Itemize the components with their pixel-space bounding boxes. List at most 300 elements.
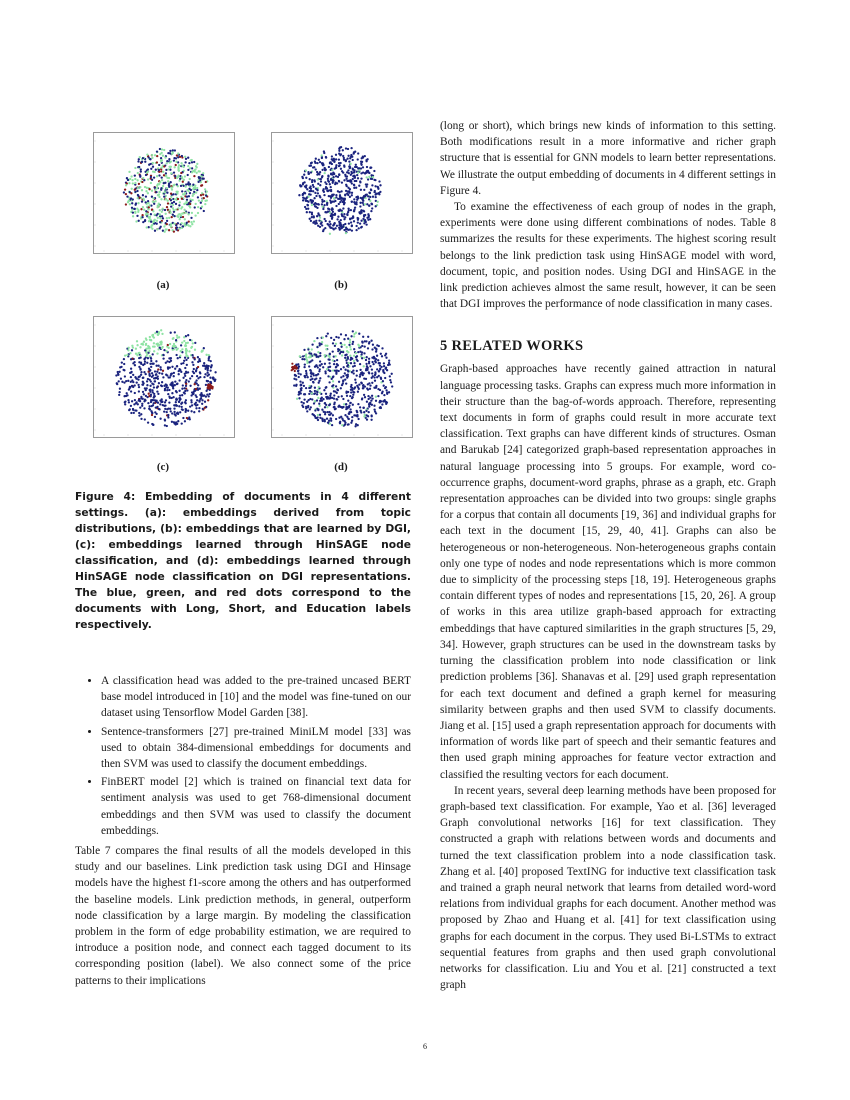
scatter-point [169,169,171,171]
scatter-point [141,216,143,218]
scatter-point [210,386,212,388]
scatter-point [141,200,143,202]
scatter-point [185,345,187,347]
scatter-point [326,202,328,204]
scatter-point [324,406,326,408]
scatter-point [312,166,314,168]
scatter-point [293,384,295,386]
scatter-point [353,175,355,177]
scatter-point [169,212,171,214]
scatter-point [329,221,331,223]
scatter-point [324,169,326,171]
scatter-point [197,361,199,363]
scatter-point [365,378,367,380]
scatter-point [365,340,367,342]
scatter-point [141,181,143,183]
scatter-point [376,368,378,370]
scatter-point [363,415,365,417]
scatter-point [173,407,175,409]
scatter-point [153,342,155,344]
scatter-point [170,225,172,227]
scatter-point [384,399,386,401]
scatter-point [132,198,134,200]
scatter-point [189,225,191,227]
scatter-point [138,412,140,414]
scatter-point [202,408,204,410]
scatter-point [176,383,178,385]
scatter-point [368,341,370,343]
scatter-point [333,363,335,365]
scatter-point [315,158,317,160]
scatter-point [155,413,157,415]
scatter-point [355,225,357,227]
scatter-point [161,333,163,335]
scatter-point [381,355,383,357]
scatter-point [320,178,322,180]
scatter-point [174,331,176,333]
scatter-point [347,400,349,402]
scatter-point [154,200,156,202]
scatter-point [172,384,174,386]
scatter-point [140,170,142,172]
scatter-point [383,362,385,364]
scatter-point [198,410,200,412]
scatter-point [353,187,355,189]
scatter-point [132,408,134,410]
scatter-point [132,215,134,217]
scatter-point [381,392,383,394]
scatter-point [194,403,196,405]
scatter-point [176,215,178,217]
scatter-point [352,404,354,406]
scatter-point [196,187,198,189]
scatter-point [166,360,168,362]
scatter-point [367,398,369,400]
scatter-point [147,168,149,170]
scatter-point [126,177,128,179]
scatter-point [382,369,384,371]
scatter-point [185,402,187,404]
scatter-point [188,162,190,164]
scatter-point [318,370,320,372]
scatter-point [214,371,216,373]
scatter-point [145,348,147,350]
scatter-point [201,206,203,208]
scatter-point [311,204,313,206]
scatter-point [321,169,323,171]
scatter-point [340,168,342,170]
scatter-point [351,343,353,345]
scatter-point [189,200,191,202]
scatter-point [353,210,355,212]
scatter-point [135,220,137,222]
scatter-point [156,187,158,189]
scatter-point [196,399,198,401]
scatter-point [136,354,138,356]
scatter-point [148,408,150,410]
scatter-point [156,331,158,333]
scatter-point [177,169,179,171]
scatter-point [369,192,371,194]
scatter-point [319,368,321,370]
scatter-point [180,350,182,352]
scatter-point [179,201,181,203]
scatter-point [384,387,386,389]
scatter-point [356,360,358,362]
scatter-point [173,171,175,173]
scatter-point [382,380,384,382]
scatter-point [193,175,195,177]
scatter-point [184,192,186,194]
scatter-point [204,401,206,403]
scatter-point [383,385,385,387]
scatter-point [306,211,308,213]
scatter-point [368,371,370,373]
scatter-point [166,425,168,427]
scatter-point [335,205,337,207]
scatter-point [138,183,140,185]
scatter-point [378,375,380,377]
scatter-point [357,351,359,353]
scatter-point [294,367,296,369]
scatter-point [314,417,316,419]
scatter-point [333,193,335,195]
scatter-point [191,167,193,169]
scatter-point [354,151,356,153]
embedding-plot-b [271,132,413,254]
scatter-point [184,156,186,158]
scatter-point [304,393,306,395]
scatter-point [305,177,307,179]
embedding-plot-c [93,316,235,438]
scatter-point [171,392,173,394]
scatter-point [179,398,181,400]
scatter-point [161,215,163,217]
scatter-point [129,178,131,180]
scatter-point [315,168,317,170]
scatter-point [331,169,333,171]
scatter-point [349,341,351,343]
scatter-point [379,407,381,409]
scatter-point [364,172,366,174]
scatter-point [318,173,320,175]
scatter-point [355,381,357,383]
scatter-point [378,192,380,194]
body-paragraph: In recent years, several deep learning methods have been proposed for graph-based text classification. For example, Yao et al. [36] leveraged Graph convolutional networks [16] for text classification. They constructed a graph with relations between words and documents and turned the text classification problem into a node classification task. Zhang et al. [40] proposed TextING for inductive text classification task and trained a graph neural network that learns from detailed word-word relations from individual graphs for each document. Another method was proposed by Zhao and Huang et al. [41] for text classification using graphs for each document in the corpus. They used Bi-LSTMs to extract sequential features from graphs and then used graph convolutional networks for classification. Liu and You et al. [21] constructed a text graph [440,784,776,992]
scatter-point [370,178,372,180]
scatter-point [135,377,137,379]
scatter-point [185,158,187,160]
scatter-point [165,213,167,215]
scatter-point [191,354,193,356]
scatter-point [321,199,323,201]
scatter-point [152,335,154,337]
scatter-point [305,370,307,372]
scatter-point [146,153,148,155]
scatter-point [383,372,385,374]
scatter-point [167,393,169,395]
scatter-point [195,370,197,372]
scatter-point [357,424,359,426]
scatter-point [358,169,360,171]
scatter-point [324,167,326,169]
scatter-point [165,386,167,388]
scatter-point [351,224,353,226]
scatter-point [203,347,205,349]
scatter-point [175,164,177,166]
scatter-point [375,205,377,207]
embedding-plot-d [271,316,413,438]
scatter-point [184,367,186,369]
scatter-point [130,358,132,360]
scatter-point [346,395,348,397]
scatter-point [310,165,312,167]
scatter-point [180,344,182,346]
scatter-point [321,175,323,177]
scatter-point [188,350,190,352]
scatter-point [170,373,172,375]
scatter-point [203,376,205,378]
scatter-point [307,196,309,198]
scatter-point [325,348,327,350]
scatter-point [350,335,352,337]
scatter-point [314,400,316,402]
scatter-point [380,353,382,355]
scatter-point [371,397,373,399]
scatter-point [123,358,125,360]
scatter-point [201,200,203,202]
scatter-point [366,166,368,168]
scatter-point [134,189,136,191]
scatter-point [118,394,120,396]
scatter-point [184,420,186,422]
scatter-point [375,358,377,360]
scatter-point [348,413,350,415]
scatter-point [176,154,178,156]
scatter-point [208,354,210,356]
scatter-point [305,184,307,186]
scatter-point [297,372,299,374]
scatter-point [116,383,118,385]
scatter-point [323,191,325,193]
scatter-point [194,206,196,208]
scatter-point [130,175,132,177]
scatter-point [155,373,157,375]
scatter-point [142,398,144,400]
scatter-point [154,377,156,379]
scatter-point [304,363,306,365]
scatter-point [162,404,164,406]
scatter-point [165,350,167,352]
scatter-point [189,178,191,180]
scatter-point [148,350,150,352]
scatter-point [182,362,184,364]
scatter-point [206,190,208,192]
scatter-point [140,418,142,420]
scatter-point [208,373,210,375]
scatter-point [350,180,352,182]
scatter-point [196,163,198,165]
scatter-point [193,191,195,193]
scatter-point [315,203,317,205]
scatter-point [181,406,183,408]
scatter-point [189,418,191,420]
scatter-point [179,355,181,357]
scatter-point [385,357,387,359]
scatter-point [294,370,296,372]
scatter-point [206,372,208,374]
scatter-point [337,216,339,218]
scatter-point [331,218,333,220]
scatter-point [194,187,196,189]
scatter-point [361,341,363,343]
scatter-point [138,366,140,368]
scatter-point [156,352,158,354]
scatter-point [130,390,132,392]
scatter-point [338,203,340,205]
scatter-point [139,156,141,158]
scatter-point [381,347,383,349]
scatter-point [345,232,347,234]
scatter-point [195,394,197,396]
scatter-point [166,228,168,230]
scatter-point [214,378,216,380]
scatter-point [130,376,132,378]
scatter-point [167,344,169,346]
scatter-point [324,211,326,213]
scatter-point [131,345,133,347]
scatter-point [148,405,150,407]
scatter-point [369,196,371,198]
scatter-point [136,381,138,383]
scatter-point [184,411,186,413]
body-paragraph: To examine the effectiveness of each group of nodes in the graph, experiments were done using different combinations of nodes. Table 8 summarizes the results for these experiments. The highest scoring result belongs to the link prediction task using HinSAGE model with word, document, topic, and position nodes. Using DGI and HinSAGE in the link prediction achieves almost the same result, however, it can be seen that DGI improves the performance of node classification in many cases. [440,201,776,311]
scatter-point [336,398,338,400]
scatter-point [158,382,160,384]
scatter-point [129,203,131,205]
scatter-point [117,371,119,373]
scatter-point [377,188,379,190]
scatter-point [366,387,368,389]
scatter-point [146,380,148,382]
scatter-point [368,204,370,206]
scatter-point [204,203,206,205]
scatter-point [341,406,343,408]
scatter-point [346,192,348,194]
scatter-point [175,422,177,424]
scatter-point [355,203,357,205]
scatter-point [350,147,352,149]
scatter-point [371,372,373,374]
scatter-point [355,229,357,231]
scatter-point [151,372,153,374]
scatter-point [375,361,377,363]
scatter-point [161,401,163,403]
scatter-point [325,404,327,406]
scatter-point [316,215,318,217]
scatter-point [338,370,340,372]
scatter-point [140,371,142,373]
scatter-point [362,210,364,212]
scatter-point [365,221,367,223]
scatter-point [362,197,364,199]
scatter-point [358,333,360,335]
scatter-point [316,393,318,395]
scatter-point [159,209,161,211]
scatter-point [353,372,355,374]
scatter-point [159,153,161,155]
scatter-point [338,336,340,338]
scatter-point [157,368,159,370]
scatter-point [351,416,353,418]
scatter-point [192,342,194,344]
scatter-point [346,362,348,364]
scatter-point [323,218,325,220]
scatter-point [370,340,372,342]
embedding-plot-a [93,132,235,254]
scatter-point [174,175,176,177]
scatter-point [136,190,138,192]
scatter-point [204,407,206,409]
scatter-point [195,379,197,381]
scatter-point [347,406,349,408]
scatter-point [145,355,147,357]
scatter-point [182,216,184,218]
scatter-point [142,194,144,196]
scatter-point [358,227,360,229]
scatter-point [327,375,329,377]
scatter-point [197,181,199,183]
scatter-point [132,211,134,213]
scatter-point [322,164,324,166]
scatter-point [326,411,328,413]
scatter-point [152,210,154,212]
scatter-point [124,375,126,377]
scatter-point [156,206,158,208]
scatter-point [317,389,319,391]
scatter-point [300,384,302,386]
scatter-point [137,160,139,162]
scatter-point [178,379,180,381]
scatter-point [345,160,347,162]
scatter-point [360,161,362,163]
scatter-point [310,352,312,354]
scatter-point [166,411,168,413]
scatter-point [338,381,340,383]
scatter-point [351,156,353,158]
scatter-point [182,409,184,411]
scatter-point [309,211,311,213]
scatter-point [327,224,329,226]
scatter-point [340,368,342,370]
scatter-point [359,202,361,204]
scatter-point [357,221,359,223]
scatter-point [178,204,180,206]
scatter-point [372,363,374,365]
scatter-point [144,186,146,188]
scatter-point [332,176,334,178]
scatter-point [311,343,313,345]
scatter-point [366,356,368,358]
scatter-point [299,355,301,357]
scatter-point [347,370,349,372]
scatter-point [184,161,186,163]
scatter-point [190,221,192,223]
scatter-point [335,336,337,338]
scatter-point [175,354,177,356]
scatter-point [366,418,368,420]
scatter-point [341,395,343,397]
